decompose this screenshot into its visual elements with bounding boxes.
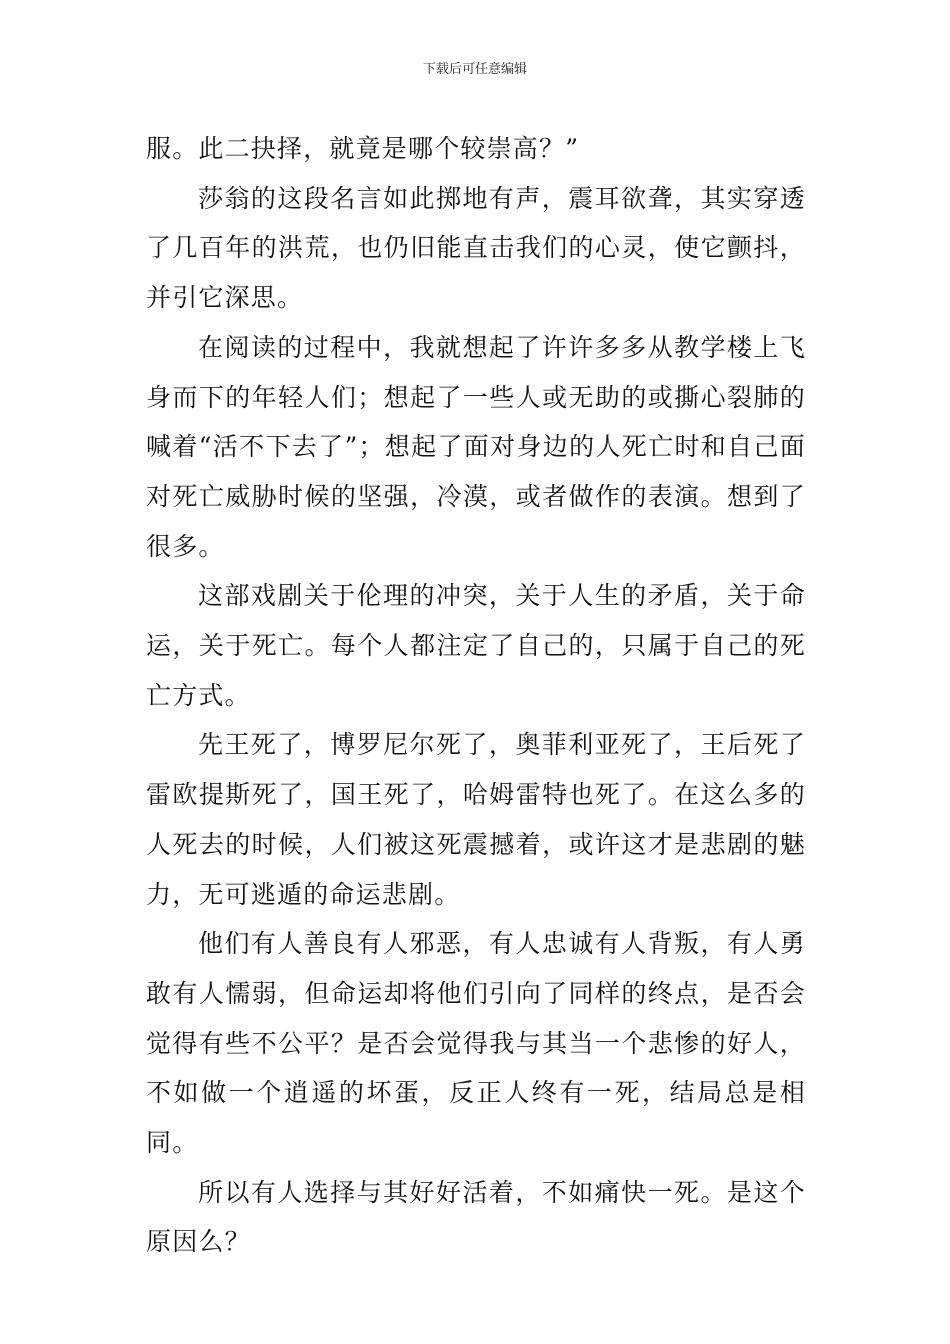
paragraph: 服。此二抉择，就竟是哪个较崇高？” <box>146 134 580 163</box>
paragraph: 所以有人选择与其好好活着，不如痛快一死。是这个原因么？ <box>146 1177 806 1257</box>
paragraph: 在阅读的过程中，我就想起了许许多多从教学楼上飞身而下的年轻人们；想起了一些人或无助的或撕心裂肺的喊着“活不下去了”；想起了面对身边的人死亡时和自己面对死亡威胁时候的坚强，冷漠，或者做作的表演。想到了很多。 <box>146 332 806 561</box>
paragraph: 这部戏剧关于伦理的冲突，关于人生的矛盾，关于命运，关于死亡。每个人都注定了自己的，只属于自己的死亡方式。 <box>146 581 806 710</box>
paragraph: 他们有人善良有人邪恶，有人忠诚有人背叛，有人勇敢有人懦弱，但命运却将他们引向了同样的终点，是否会觉得有些不公平？是否会觉得我与其当一个悲惨的好人，不如做一个逍遥的坏蛋，反正人终有一死，结局总是相同。 <box>146 929 806 1158</box>
paragraph: 莎翁的这段名言如此掷地有声，震耳欲聋，其实穿透了几百年的洪荒，也仍旧能直击我们的心灵，使它颤抖，并引它深思。 <box>146 183 806 313</box>
page-header: 下载后可任意编辑 <box>422 62 527 77</box>
document-body <box>146 124 806 1267</box>
paragraph: 先王死了，博罗尼尔死了，奥菲利亚死了，王后死了雷欧提斯死了，国王死了，哈姆雷特也死了。在这么多的人死去的时候，人们被这死震撼着，或许这才是悲剧的魅力，无可逃遁的命运悲剧。 <box>146 730 806 909</box>
